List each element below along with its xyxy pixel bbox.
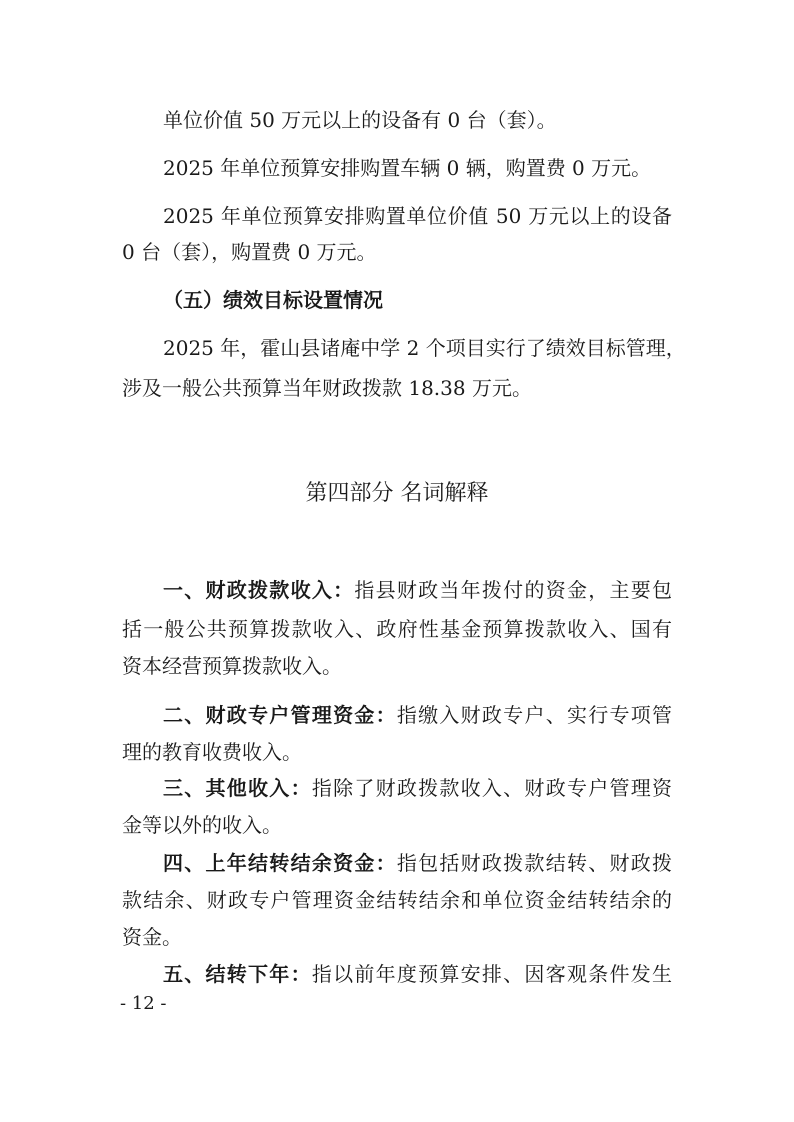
term-special-account-line2: 理的教育收费收入。 (122, 740, 302, 764)
term-carry-forward-line1 (163, 962, 672, 986)
term-special-account-line1 (163, 703, 672, 727)
paragraph-equipment-purchase-line1: 2025 年单位预算安排购置单位价值 50 万元以上的设备 (163, 204, 672, 228)
term-definition: 指县财政当年拨付的资金，主要包 (354, 578, 673, 602)
paragraph-vehicle-purchase: 2025 年单位预算安排购置车辆 0 辆，购置费 0 万元。 (163, 156, 652, 180)
term-other-income-line2: 金等以外的收入。 (122, 813, 282, 837)
page-title: 第四部分 名词解释 (305, 481, 489, 506)
paragraph-equipment-purchase-line2: 0 台（套），购置费 0 万元。 (122, 240, 377, 264)
page-number: - 12 - (120, 993, 167, 1014)
term-label: 五、结转下年： (163, 962, 312, 986)
term-label: 二、财政专户管理资金： (163, 703, 397, 727)
term-label: 一、财政拨款收入： (163, 578, 355, 602)
paragraph-performance-line2: 涉及一般公共预算当年财政拨款 18.38 万元。 (122, 376, 532, 400)
paragraph-equipment-count: 单位价值 50 万元以上的设备有 0 台（套）。 (163, 108, 557, 132)
term-label: 四、上年结转结余资金： (163, 851, 397, 875)
paragraph-performance-line1: 2025 年，霍山县诸庵中学 2 个项目实行了绩效目标管理， (163, 336, 686, 360)
term-definition: 指包括财政拨款结转、财政拨 (396, 851, 673, 875)
term-other-income-line1 (163, 776, 672, 800)
term-label: 三、其他收入： (163, 776, 312, 800)
term-fiscal-allocation-line1 (163, 578, 672, 602)
heading-performance-goals: （五）绩效目标设置情况 (163, 288, 383, 312)
term-definition: 指缴入财政专户、实行专项管 (396, 703, 673, 727)
term-carryover-line3: 资金。 (122, 925, 182, 949)
term-fiscal-allocation-line3: 资本经营预算拨款收入。 (122, 654, 342, 678)
term-carryover-line2: 款结余、财政专户管理资金结转结余和单位资金结转结余的 (122, 888, 672, 912)
term-fiscal-allocation-line2: 括一般公共预算拨款收入、政府性基金预算拨款收入、国有 (122, 617, 672, 641)
term-definition: 指除了财政拨款收入、财政专户管理资 (311, 776, 673, 800)
term-definition: 指以前年度预算安排、因客观条件发生 (311, 962, 673, 986)
term-carryover-line1 (163, 851, 672, 875)
